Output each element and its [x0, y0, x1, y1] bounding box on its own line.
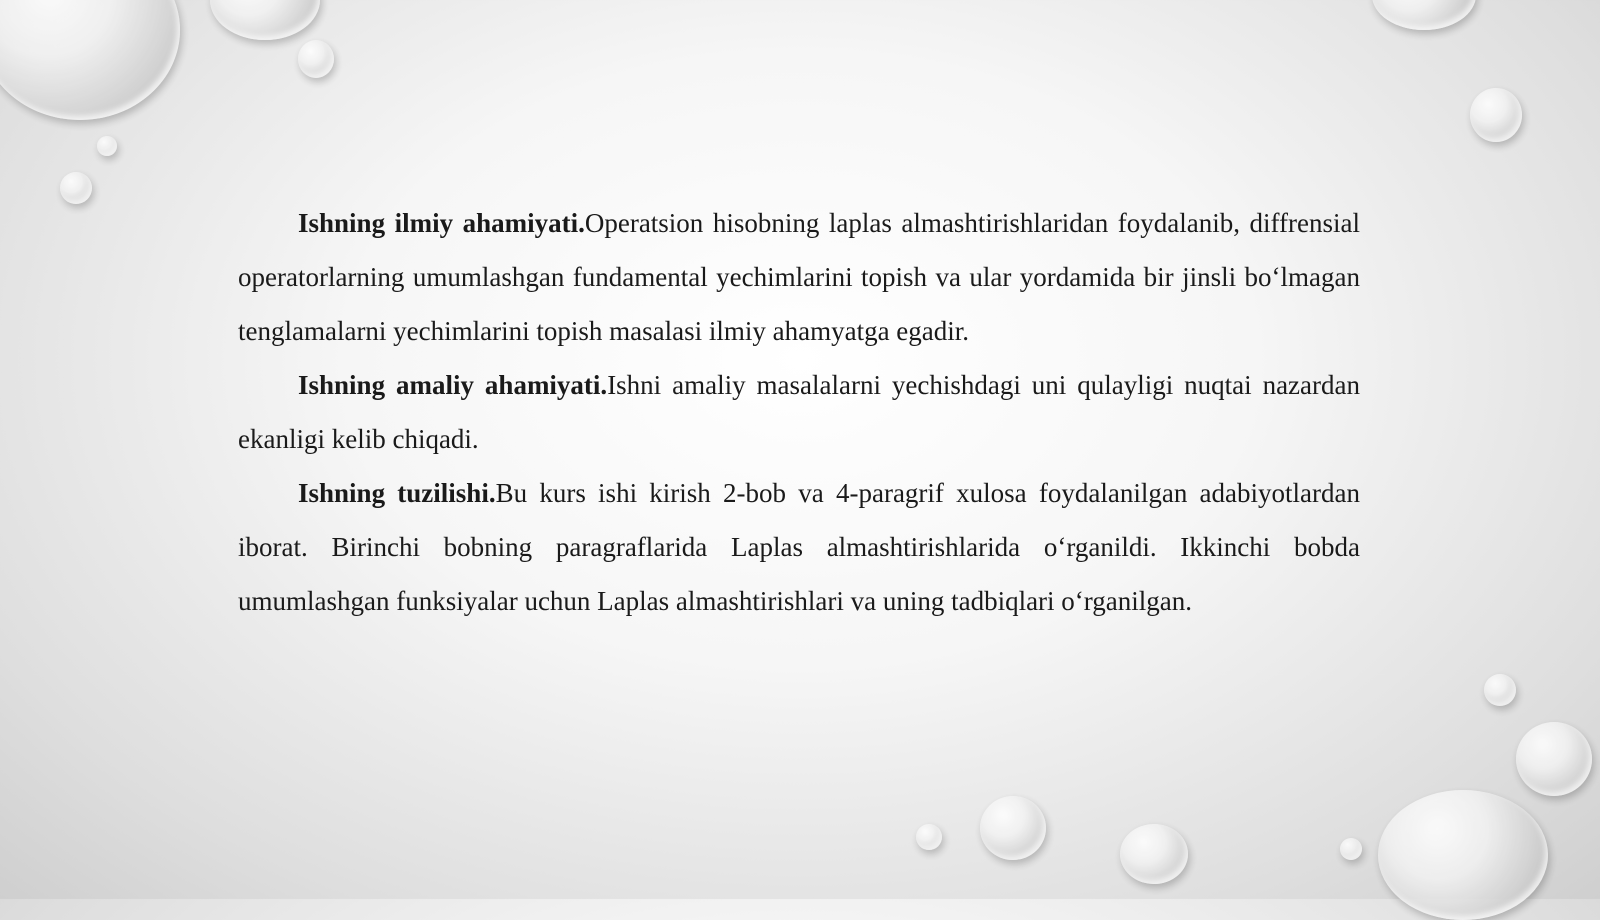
paragraph-text: Ishni amaliy masalalarni yechishdagi uni qulayligi nuqtai nazardan ekanligi kelib chiqadi.	[238, 370, 1361, 454]
water-drop-decoration	[916, 824, 942, 850]
water-drop-decoration	[210, 0, 320, 40]
water-drop-decoration	[0, 0, 180, 120]
slide-body	[238, 196, 1360, 628]
water-drop-decoration	[1470, 88, 1522, 142]
water-drop-decoration	[1516, 722, 1592, 796]
paragraph-heading: Ishning amaliy ahamiyati.	[298, 370, 608, 400]
paragraph-scientific-significance	[238, 196, 1360, 358]
paragraph-text: Bu kurs ishi kirish 2-bob va 4-paragrif xulosa foydalanilgan adabiyotlardan iborat. Birinchi bobning paragraflarida Laplas almashtirishlarida o‘rganildi. Ikkinchi bobda umumlashgan funksiyalar uchun Laplas almashtirishlari va uning tadbiqlari o‘rganilgan.	[238, 478, 1360, 616]
paragraph-structure	[238, 466, 1360, 628]
water-drop-decoration	[60, 172, 92, 204]
water-drop-decoration	[1120, 824, 1188, 884]
water-drop-decoration	[1340, 838, 1362, 860]
water-drop-decoration	[1378, 790, 1548, 920]
water-drop-decoration	[298, 40, 334, 78]
paragraph-heading: Ishning tuzilishi.	[298, 478, 496, 508]
water-drop-decoration	[1484, 674, 1516, 706]
water-drop-decoration	[1372, 0, 1476, 30]
water-drop-decoration	[97, 136, 117, 156]
water-drop-decoration	[980, 796, 1046, 860]
paragraph-text: Operatsion hisobning laplas almashtirishlaridan foydalanib, diffrensial operatorlarning umumlashgan fundamental yechimlarini topish va ular yordamida bir jinsli bo‘lmagan tenglamalarni yechimlarini topish masalasi ilmiy ahamyatga egadir.	[238, 208, 1360, 346]
paragraph-heading: Ishning ilmiy ahamiyati.	[298, 208, 585, 238]
paragraph-practical-significance	[238, 358, 1360, 466]
